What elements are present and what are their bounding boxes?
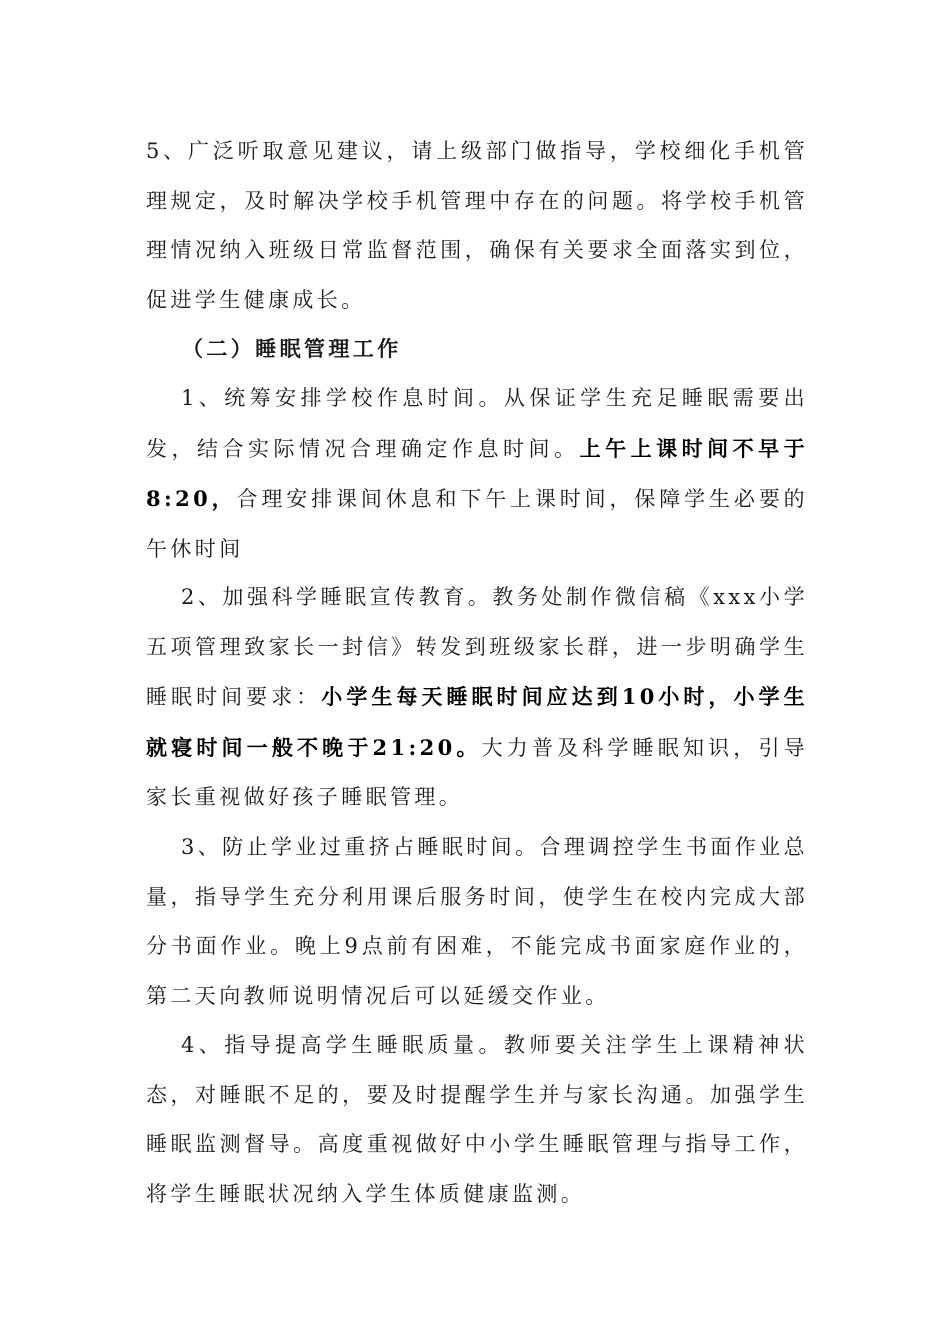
paragraph-sleep-4	[146, 1021, 808, 1219]
bold-emphasis-text: 上午上课时间不早于8:20，	[146, 435, 808, 511]
bold-emphasis-text: 小学生每天睡眠时间应达到10小时，小学生就寝时间一般不晚于21:20。	[146, 684, 808, 760]
paragraph-text: 2、加强科学睡眠宣传教育。教务处制作微信稿《xxx小学五项管理致家长一封信》转发到班级家长群，进一步明确学生睡眠时间要求：	[146, 585, 808, 709]
paragraph-sleep-3	[146, 823, 808, 1021]
paragraph-text: 5、广泛听取意见建议，请上级部门做指导，学校细化手机管理规定，及时解决学校手机管理中存在的问题。将学校手机管理情况纳入班级日常监督范围，确保有关要求全面落实到位，促进学生健康成长。	[146, 139, 808, 312]
paragraph-text: 1、统筹安排学校作息时间。从保证学生充足睡眠需要出发，结合实际情况合理确定作息时间。	[146, 386, 808, 461]
paragraph-text: 大力普及科学睡眠知识，引导家长重视做好孩子睡眠管理。	[146, 735, 809, 809]
section-heading-sleep-management: （二）睡眠管理工作	[182, 337, 402, 361]
paragraph-sleep-2	[146, 573, 808, 823]
paragraph-phone-management-5	[146, 127, 808, 325]
paragraph-text: 4、指导提高学生睡眠质量。教师要关注学生上课精神状态，对睡眠不足的，要及时提醒学生并与家长沟通。加强学生睡眠监测督导。高度重视做好中小学生睡眠管理与指导工作，将学生睡眠状况纳入学生体质健康监测。	[146, 1033, 808, 1206]
paragraph-sleep-1	[146, 374, 808, 574]
paragraph-text: 3、防止学业过重挤占睡眠时间。合理调控学生书面作业总量，指导学生充分利用课后服务时间，使学生在校内完成大部分书面作业。晚上9点前有困难，不能完成书面家庭作业的，第二天向教师说明情况后可以延缓交作业。	[146, 835, 808, 1008]
paragraph-text: 合理安排课间休息和下午上课时间，保障学生必要的午休时间	[146, 487, 808, 561]
